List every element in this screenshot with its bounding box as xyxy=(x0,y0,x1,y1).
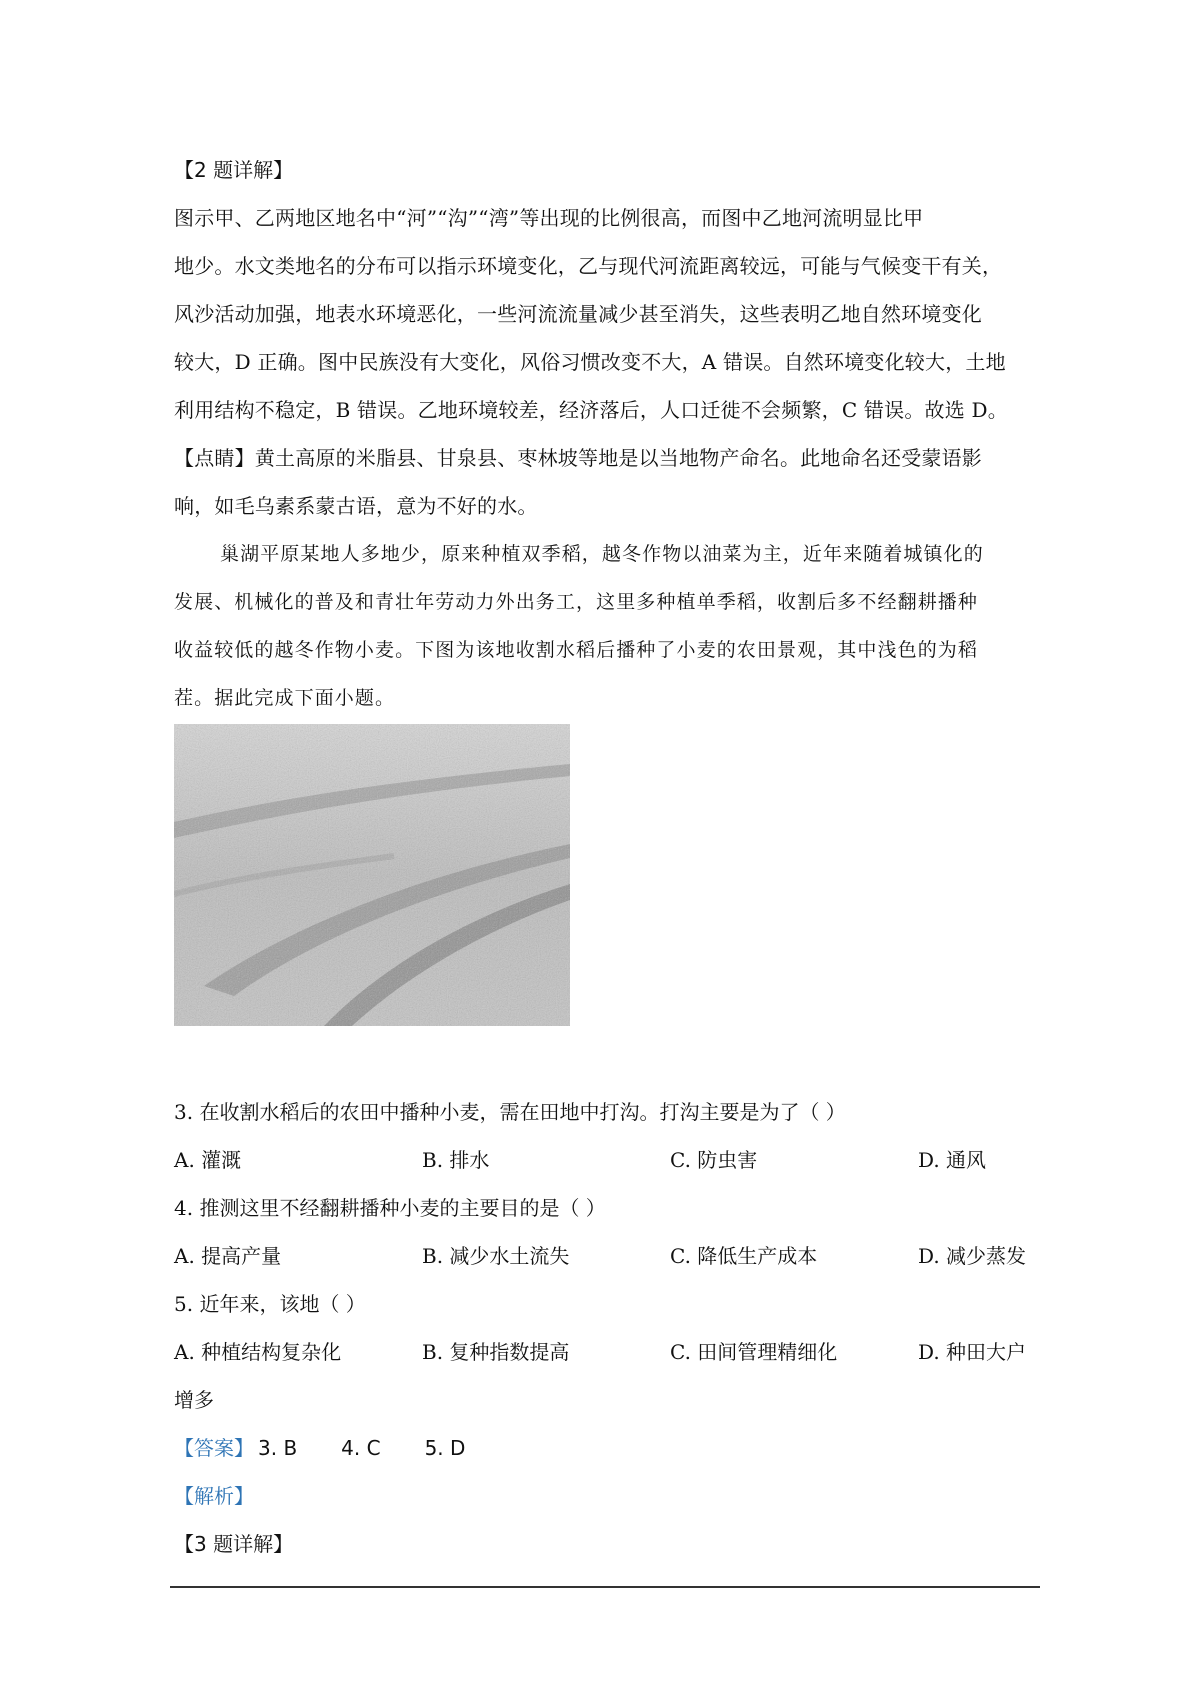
question-4-option-a[interactable]: A. 提高产量 xyxy=(174,1244,282,1268)
question-5-option-d[interactable]: D. 种田大户 xyxy=(918,1340,1027,1364)
detail2-line-1: 图示甲、乙两地区地名中“河”“沟”“湾”等出现的比例很高，而图中乙地河流明显比甲 xyxy=(174,206,924,230)
answer-5: 5. D xyxy=(424,1436,466,1460)
dianjing-line-1: 黄土高原的米脂县、甘泉县、枣林坡等地是以当地物产命名。此地命名还受蒙语影 xyxy=(254,446,983,470)
intro-line-4: 茬。据此完成下面小题。 xyxy=(174,687,396,709)
question-3-option-c[interactable]: C. 防虫害 xyxy=(670,1148,758,1172)
question-4-option-c[interactable]: C. 降低生产成本 xyxy=(670,1244,818,1268)
section3-header: 【3 题详解】 xyxy=(174,1532,294,1556)
detail2-line-5: 利用结构不稳定，B 错误。乙地环境较差，经济落后，人口迁徙不会频繁，C 错误。故选 D。 xyxy=(174,398,1008,422)
answer-label: 【答案】 xyxy=(174,1436,254,1460)
dianjing-line-2: 响，如毛乌素系蒙古语，意为不好的水。 xyxy=(174,494,538,518)
footer-rule xyxy=(170,1586,1040,1588)
question-3-option-a[interactable]: A. 灌溉 xyxy=(174,1148,242,1172)
question-4-stem: 4. 推测这里不经翻耕播种小麦的主要目的是（ ） xyxy=(174,1196,606,1220)
section2-header: 【2 题详解】 xyxy=(174,158,294,182)
question-3-stem: 3. 在收割水稻后的农田中播种小麦，需在田地中打沟。打沟主要是为了（ ） xyxy=(174,1100,846,1124)
question-5-option-c[interactable]: C. 田间管理精细化 xyxy=(670,1340,838,1364)
answer-row xyxy=(174,1436,1034,1460)
detail2-line-4: 较大，D 正确。图中民族没有大变化，风俗习惯改变不大，A 错误。自然环境变化较大，土地 xyxy=(174,350,1006,374)
question-5-option-b[interactable]: B. 复种指数提高 xyxy=(422,1340,570,1364)
dianjing-label: 【点睛】 xyxy=(174,446,255,470)
answer-4: 4. C xyxy=(341,1436,381,1460)
detail2-line-2: 地少。水文类地名的分布可以指示环境变化，乙与现代河流距离较远，可能与气候变干有关， xyxy=(174,254,1003,278)
question-5-option-a[interactable]: A. 种植结构复杂化 xyxy=(174,1340,342,1364)
question-3-option-b[interactable]: B. 排水 xyxy=(422,1148,490,1172)
analysis-label: 【解析】 xyxy=(174,1484,254,1508)
question-5-option-d-wrap: 增多 xyxy=(174,1388,214,1412)
question-4-option-b[interactable]: B. 减少水土流失 xyxy=(422,1244,570,1268)
intro-line-2: 发展、机械化的普及和青壮年劳动力外出务工，这里多种植单季稻，收割后多不经翻耕播种 xyxy=(174,591,979,613)
field-photo xyxy=(174,724,570,1026)
question-5-stem: 5. 近年来，该地（ ） xyxy=(174,1292,366,1316)
intro-line-3: 收益较低的越冬作物小麦。下图为该地收割水稻后播种了小麦的农田景观，其中浅色的为稻 xyxy=(174,639,979,661)
question-4-option-d[interactable]: D. 减少蒸发 xyxy=(918,1244,1027,1268)
intro-line-1: 巢湖平原某地人多地少，原来种植双季稻，越冬作物以油菜为主，近年来随着城镇化的 xyxy=(220,543,984,565)
question-3-option-d[interactable]: D. 通风 xyxy=(918,1148,987,1172)
answer-3: 3. B xyxy=(258,1436,298,1460)
detail2-line-3: 风沙活动加强，地表水环境恶化，一些河流流量减少甚至消失，这些表明乙地自然环境变化 xyxy=(174,302,982,326)
